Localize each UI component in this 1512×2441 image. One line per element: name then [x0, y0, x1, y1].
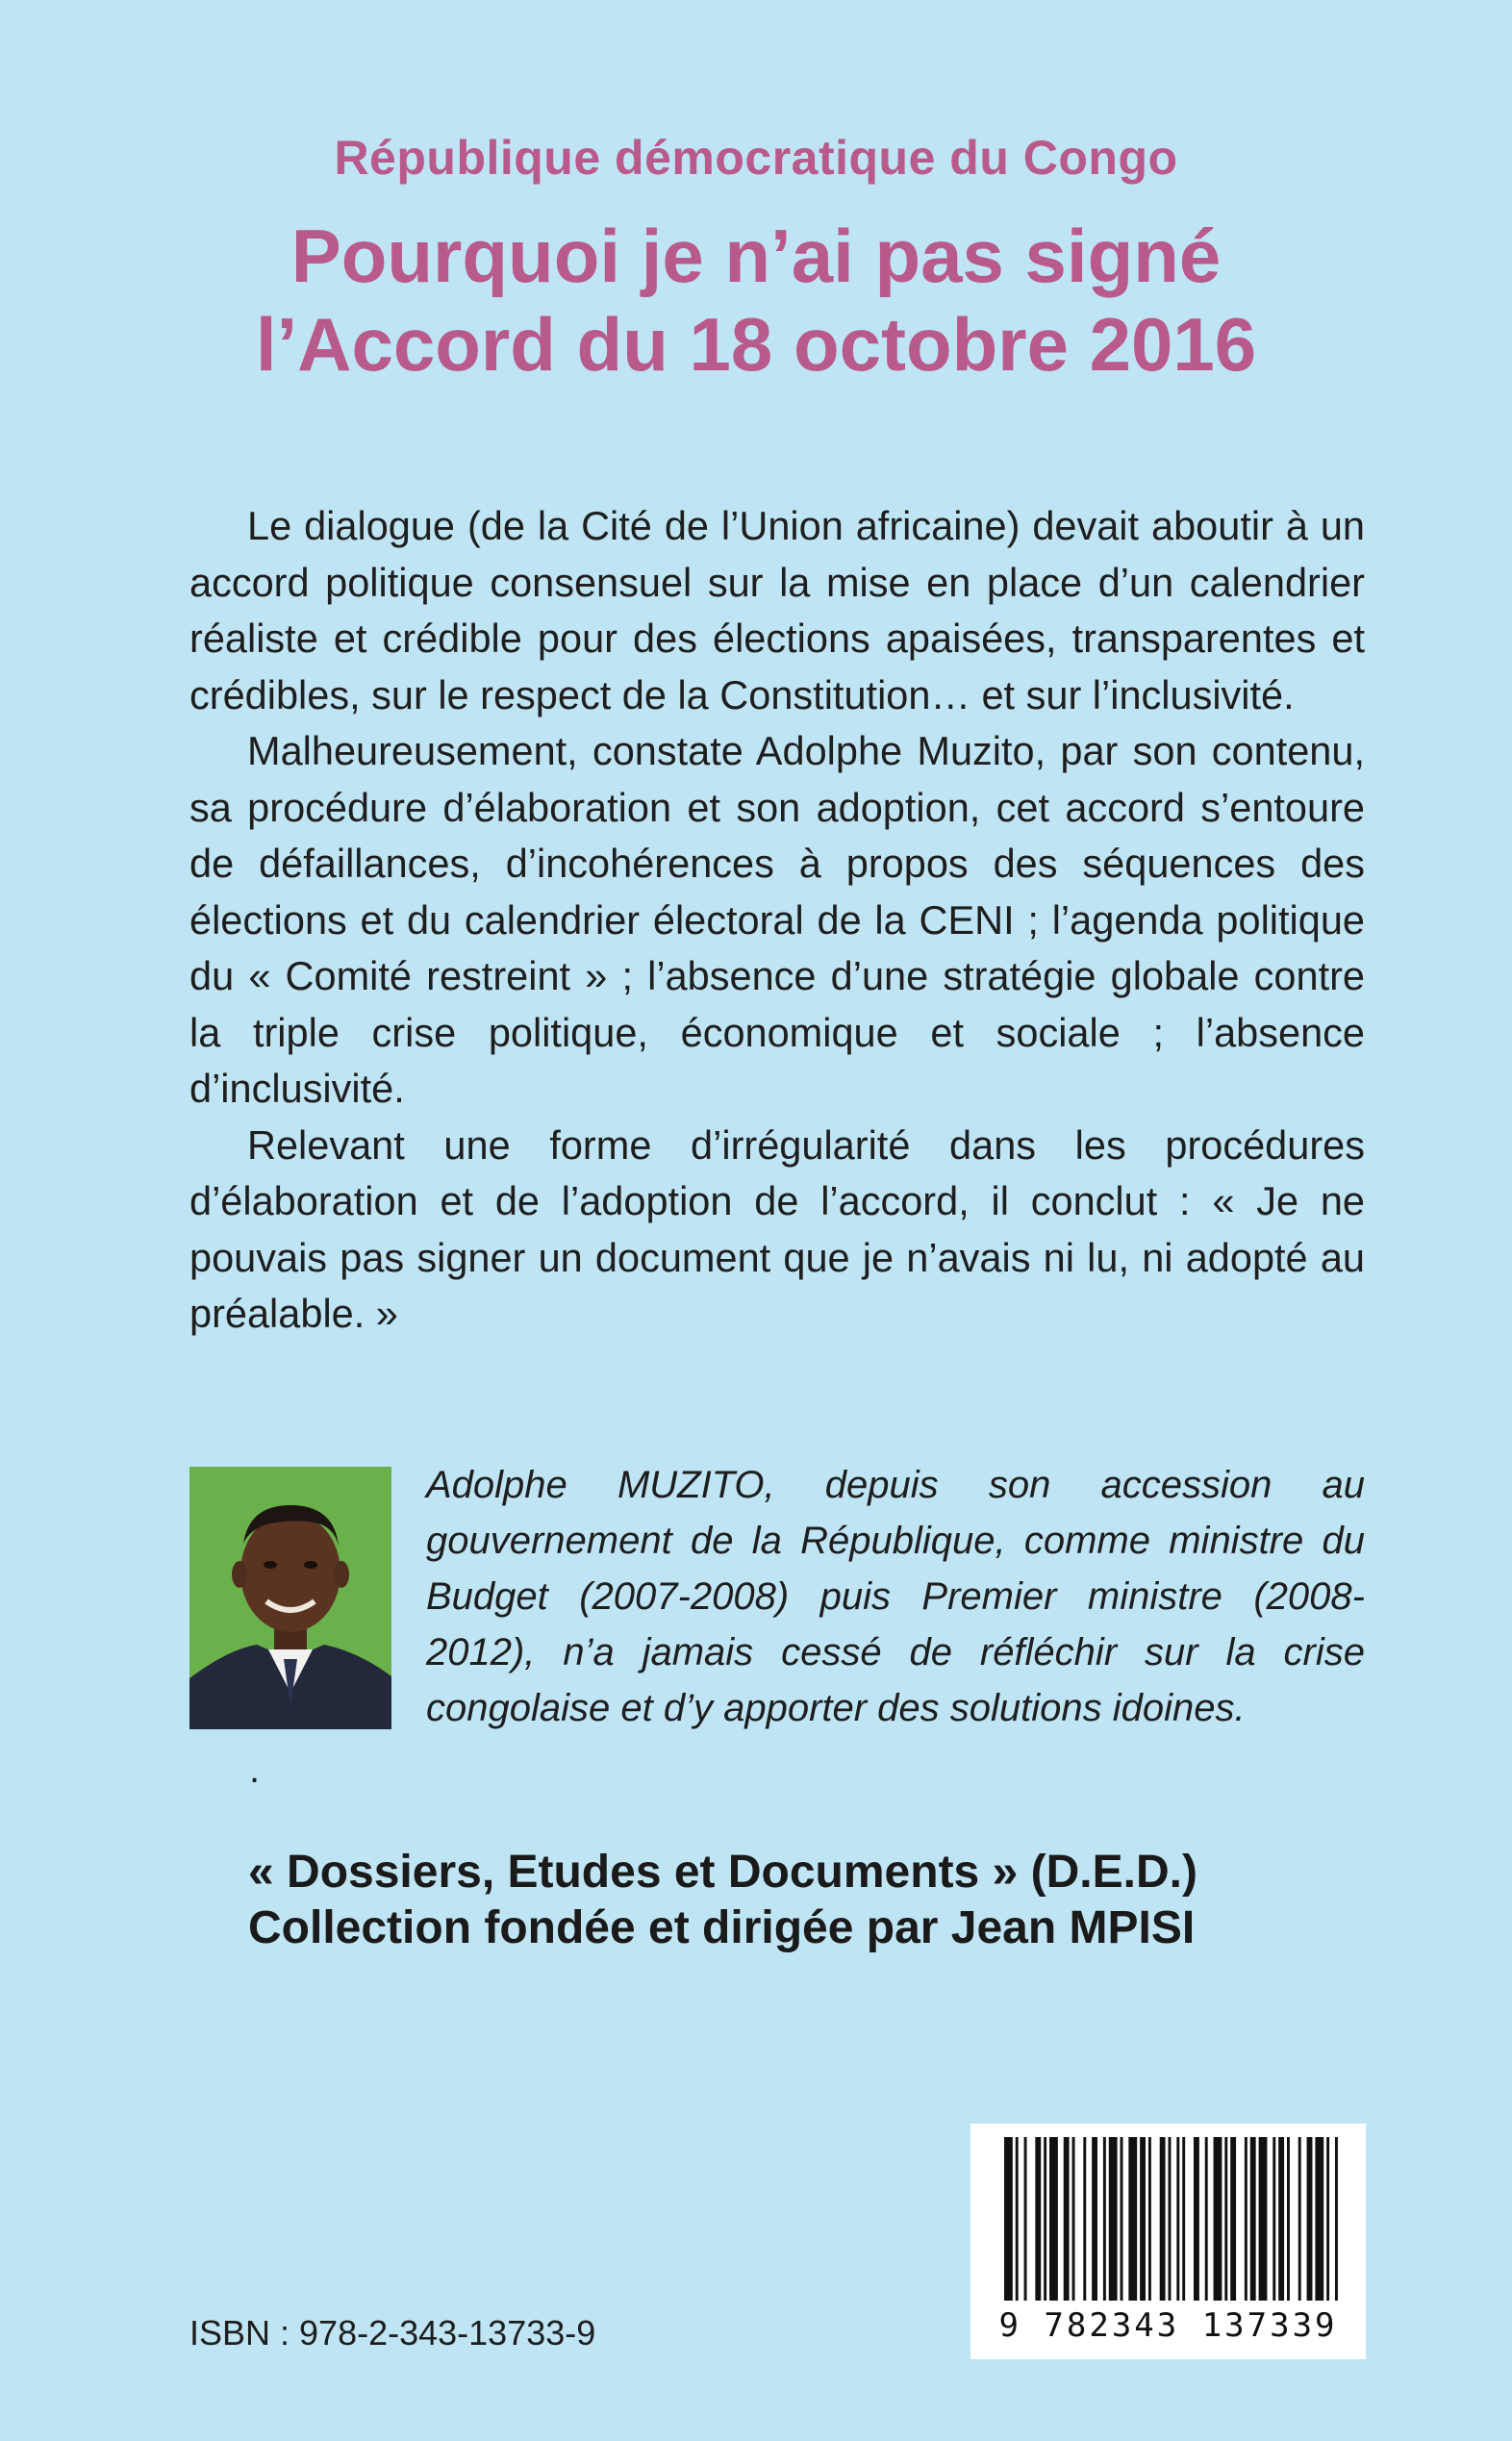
blurb-paragraph-3: Relevant une forme d’irrégularité dans les procédures d’élaboration et de l’adoption de l’accord, il conclut : « Je ne pouvais pas signer un document que je n’avais ni lu, ni adopté au préalable. » [189, 1121, 1365, 1336]
blurb-paragraph-2: Malheureusement, constate Adolphe Muzito, par son contenu, sa procédure d’élaboration et son adoption, cet accord s’entoure de défaillances, d’incohérences à propos des séquences des élections et du calendrier électoral de la CENI ; l’agenda politique du « Comité restreint » ; l’absence d’une stratégie globale contre la triple crise politique, économique et sociale ; l’absence d’inclusivité. [189, 728, 1365, 1111]
isbn-text: ISBN : 978-2-343-13733-9 [189, 2313, 596, 2353]
barcode-icon [970, 2124, 1366, 2306]
cover-title [0, 212, 1512, 389]
barcode [970, 2124, 1366, 2359]
title-line-1: Pourquoi je n’ai pas signé [290, 214, 1222, 298]
barcode-digits: 9 782343 137339 [998, 2306, 1338, 2345]
blurb-paragraph-1: Le dialogue (de la Cité de l’Union africaine) devait aboutir à un accord politique consensuel sur la mise en place d’un calendrier réaliste et crédible pour des élections apaisées, transparentes et crédibles, sur le respect de la Constitution… et sur l’inclusivité. [189, 503, 1365, 717]
author-portrait-icon [189, 1467, 391, 1729]
author-photo [189, 1467, 391, 1729]
collection-line-1: « Dossiers, Etudes et Documents » (D.E.D.) [248, 1847, 1197, 1898]
cover-subtitle: République démocratique du Congo [334, 131, 1178, 185]
collection-info [248, 1845, 1402, 1956]
title-line-2: l’Accord du 18 octobre 2016 [255, 302, 1257, 387]
author-bio: Adolphe MUZITO, depuis son accession au gouvernement de la République, comme ministre du Budget (2007-2008) puis Premier ministre (2008-2012), n’a jamais cessé de réfléchir sur la crise congolaise et d’y apporter des solutions idoines. [426, 1464, 1365, 1729]
stray-dot: . [249, 1749, 261, 1791]
blurb-text [189, 498, 1365, 1343]
collection-line-2: Collection fondée et dirigée par Jean MPISI [248, 1902, 1196, 1953]
